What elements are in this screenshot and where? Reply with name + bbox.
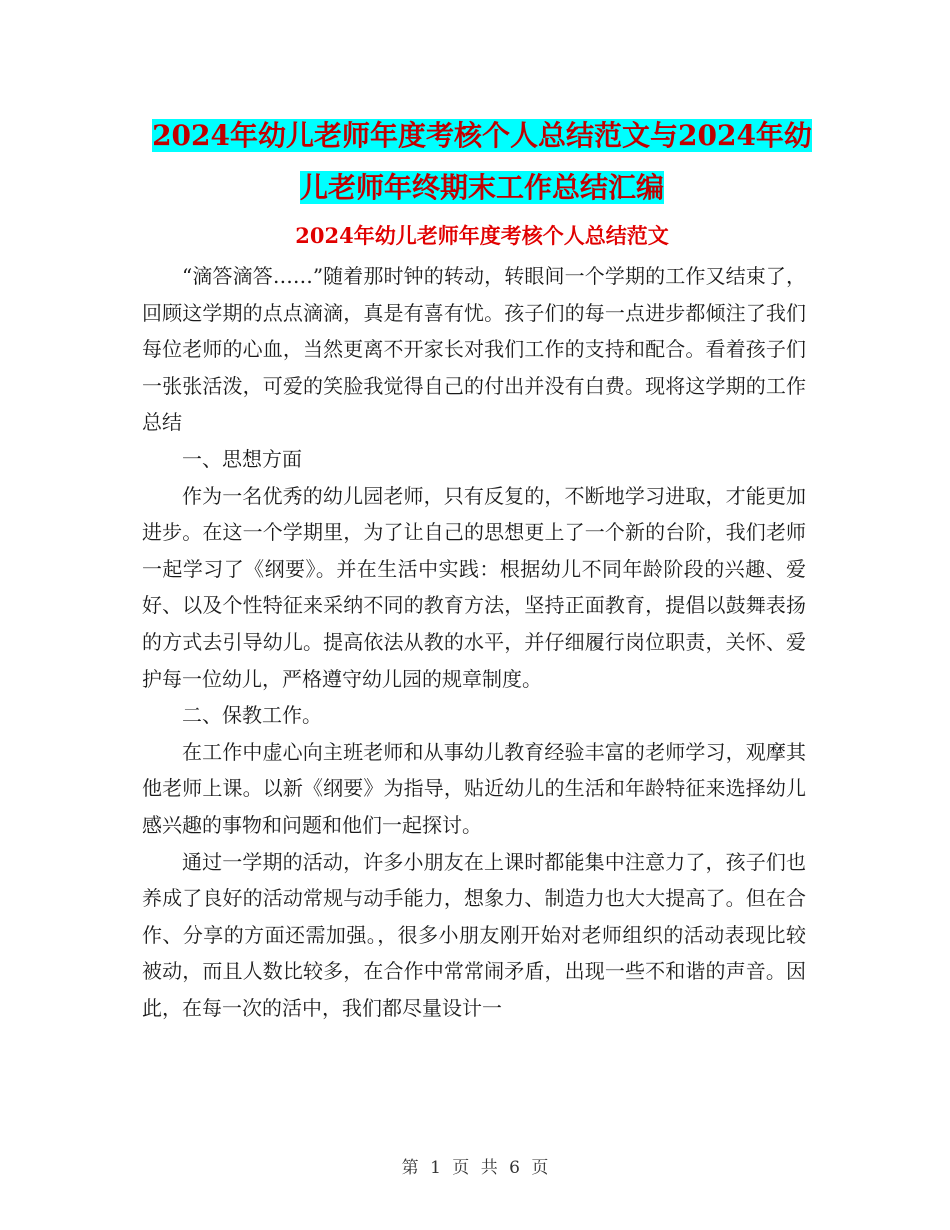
paragraph-teaching-work: 在工作中虚心向主班老师和从事幼儿教育经验丰富的老师学习，观摩其他老师上课。以新《纲要》为指导，贴近幼儿的生活和年龄特征来选择幼儿感兴趣的事物和问题和他们一起探讨。 bbox=[142, 739, 806, 837]
heading-teaching-work: 二、保教工作。 bbox=[182, 703, 322, 728]
page-footer: 第 1 页 共 6 页 bbox=[401, 1158, 549, 1178]
paragraph-ideology: 作为一名优秀的幼儿园老师，只有反复的，不断地学习进取，才能更加进步。在这一个学期里，为了让自己的思想更上了一个新的台阶，我们老师一起学习了《纲要》。并在生活中实践：根据幼儿不同年龄阶段的兴趣、爱好、以及个性特征来采纳不同的教育方法，坚持正面教育，提倡以鼓舞表扬的方式去引导幼儿。提高依法从教的水平，并仔细履行岗位职责，关怀、爱护每一位幼儿，严格遵守幼儿园的规章制度。 bbox=[142, 483, 806, 691]
heading-ideology: 一、思想方面 bbox=[182, 446, 302, 471]
document-title bbox=[142, 110, 822, 214]
section-title: 2024年幼儿老师年度考核个人总结范文 bbox=[295, 223, 669, 248]
document-title-text: 2024年幼儿老师年度考核个人总结范文与2024年幼儿老师年终期末工作总结汇编 bbox=[152, 119, 812, 204]
paragraph-intro: “滴答滴答……”随着那时钟的转动，转眼间一个学期的工作又结束了，回顾这学期的点点滴滴，真是有喜有忧。孩子们的每一点进步都倾注了我们每位老师的心血，当然更离不开家长对我们工作的支持和配合。看着孩子们一张张活泼，可爱的笑脸我觉得自己的付出并没有白费。现将这学期的工作总结 bbox=[142, 264, 806, 435]
paragraph-activities: 通过一学期的活动，许多小朋友在上课时都能集中注意力了，孩子们也养成了良好的活动常规与动手能力，想象力、制造力也大大提高了。但在合作、分享的方面还需加强。，很多小朋友刚开始对老师组织的活动表现比较被动，而且人数比较多，在合作中常常闹矛盾，出现一些不和谐的声音。因此，在每一次的活中，我们都尽量设计一 bbox=[142, 849, 806, 1020]
document-body bbox=[142, 258, 806, 1026]
